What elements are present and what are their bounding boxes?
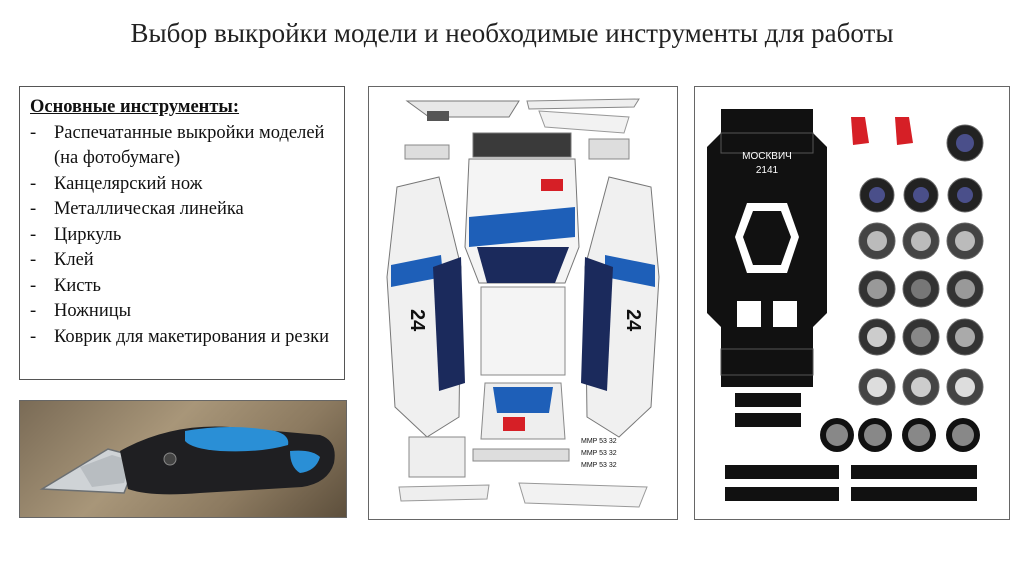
car-pattern-livery-sheet bbox=[368, 86, 678, 520]
small-part bbox=[405, 145, 449, 159]
black-strip-part bbox=[735, 413, 801, 427]
tools-list-item: - Клей bbox=[30, 248, 334, 274]
trim-part bbox=[527, 99, 639, 109]
tools-list-item: - Кисть bbox=[30, 274, 334, 300]
windshield-part bbox=[473, 133, 571, 157]
roof-label-number: 2141 bbox=[755, 165, 779, 176]
tools-heading: Основные инструменты: bbox=[30, 97, 240, 117]
tread-strip-part bbox=[851, 487, 977, 501]
car-pattern-chassis-drawing bbox=[695, 87, 1009, 519]
trim-part bbox=[519, 483, 647, 507]
utility-knife-illustration bbox=[20, 401, 347, 518]
tire-row bbox=[820, 418, 980, 452]
vent-part bbox=[427, 111, 449, 121]
knife-grip bbox=[185, 427, 288, 451]
trunk-window-part bbox=[493, 387, 553, 413]
body-template-fold bbox=[721, 133, 813, 153]
race-number-left: 24 bbox=[406, 309, 428, 332]
license-plate: MMP 53 32 bbox=[581, 438, 617, 445]
tread-strip-part bbox=[725, 487, 839, 501]
tread-strip-part bbox=[851, 465, 977, 479]
body-template-cutout-inner bbox=[743, 211, 791, 265]
wheel-rim bbox=[956, 134, 974, 152]
license-plate: MMP 53 32 bbox=[581, 462, 617, 469]
license-plate: MMP 53 32 bbox=[581, 450, 617, 457]
bumper-part bbox=[473, 449, 569, 461]
roof-part bbox=[481, 287, 565, 375]
roof-label-model: МОСКВИЧ bbox=[742, 151, 792, 162]
tools-list-item: - Коврик для макетирования и резки bbox=[30, 325, 334, 351]
black-strip-part bbox=[735, 393, 801, 407]
tools-list-item: - Канцелярский нож bbox=[30, 172, 334, 198]
tools-list-item: - Металлическая линейка bbox=[30, 197, 334, 223]
utility-knife-photo bbox=[19, 400, 347, 518]
race-number-right: 24 bbox=[622, 309, 644, 332]
tools-list bbox=[30, 121, 334, 351]
trim-part bbox=[399, 485, 489, 501]
body-template-fold bbox=[721, 349, 813, 375]
tools-list-item: - Ножницы bbox=[30, 299, 334, 325]
rear-window-part bbox=[477, 247, 569, 283]
small-part bbox=[409, 437, 465, 477]
slide-title: Выбор выкройки модели и необходимые инструменты для работы bbox=[130, 18, 894, 48]
livery-badge bbox=[503, 417, 525, 431]
trim-part bbox=[539, 111, 629, 133]
tread-strip-part bbox=[725, 465, 839, 479]
qr-code bbox=[773, 301, 797, 327]
wheel-grid bbox=[859, 178, 983, 405]
tools-list-item: - Циркуль bbox=[30, 223, 334, 249]
car-pattern-livery-drawing bbox=[369, 87, 677, 519]
seat-part bbox=[851, 117, 869, 145]
knife-screw bbox=[164, 453, 176, 465]
qr-code bbox=[737, 301, 761, 327]
tools-list-item: - Распечатанные выкройки моделей (на фотобумаге) bbox=[30, 121, 334, 172]
car-pattern-chassis-sheet bbox=[694, 86, 1010, 520]
tools-box bbox=[19, 86, 345, 380]
livery-badge bbox=[541, 179, 563, 191]
spoiler-part bbox=[407, 101, 519, 117]
seat-part bbox=[895, 117, 913, 145]
small-part bbox=[589, 139, 629, 159]
